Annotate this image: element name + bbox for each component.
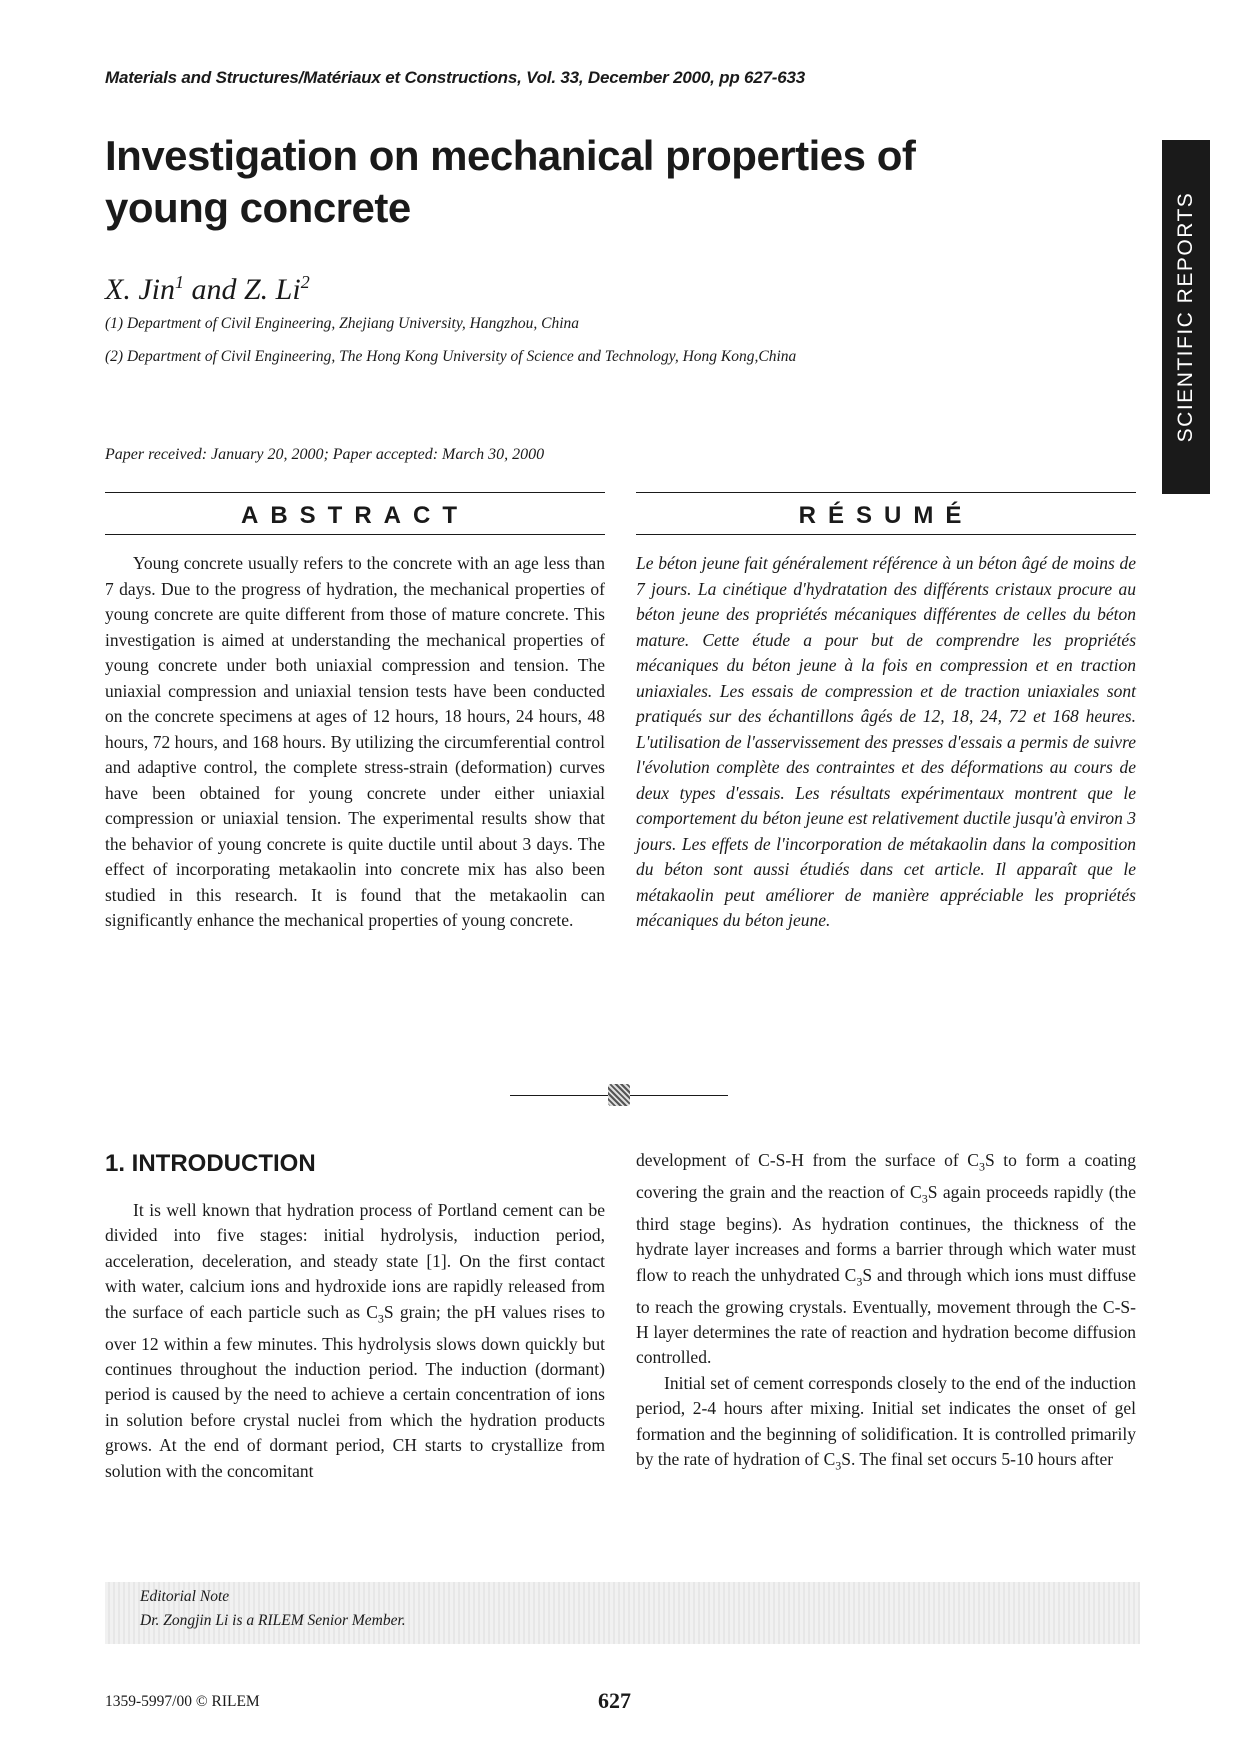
received-dates: Paper received: January 20, 2000; Paper accepted: March 30, 2000 [105,446,545,463]
authors-conjunction: and [183,273,244,306]
divider-left-line [510,1095,608,1096]
page-number: 627 [598,1688,631,1713]
intro-paragraph-1: It is well known that hydration process of Portland cement can be divided into five stages: initial hydrolysis, induction period, acceleration, deceleration, and steady state [1]. On the first contact with water, calcium ions and hydroxide ions are rapidly released from the surface of each particle such as $C_3S$ grain; the pH values rises to over 12 within a few minutes. This hydrolysis slows down quickly but continues throughout the induction period. The induction (dormant) period is caused by the need to achieve a certain concentration of ions in solution before crystal nuclei from which the hydration products grows. At the end of dormant period, CH starts to crystallize from solution with the concomitant [105,1200,606,1481]
intro-right-column [636,1148,1136,1479]
author-2-name: Z. Li [243,273,301,306]
footer-issn: 1359-5997/00 © RILEM [105,1693,260,1710]
divider-right-line [630,1095,728,1096]
intro-left-column [105,1198,605,1484]
intro-paragraph-1-cont: development of C-S-H from the surface of $C_3S$ to form a coating covering the grain and the reaction of $C_3S$ again proceeds rapidly (the third stage begins). As hydration continues, the thickness of the hydrate layer increases and forms a barrier through which water must flow to reach the unhydrated $C_3S$ and through which ions must diffuse to reach the growing crystals. Eventually, movement through the C-S-H layer determines the rate of reaction and hydration become diffusion controlled. [636,1150,1136,1368]
abstract-text: Young concrete usually refers to the concrete with an age less than 7 days. Due to the progress of hydration, the mechanical properties of young concrete are quite different from those of mature concrete. This investigation is aimed at understanding the mechanical properties of young concrete under both uniaxial compression and tension. The uniaxial compression and uniaxial tension tests have been conducted on the concrete specimens at ages of 12 hours, 18 hours, 24 hours, 48 hours, 72 hours, and 168 hours. By utilizing the circumferential control and adaptive control, the complete stress-strain (deformation) curves have been obtained for young concrete under either uniaxial compression or uniaxial tension. The experimental results show that the behavior of young concrete is quite ductile until about 3 days. The effect of incorporating metakaolin into concrete mix has also been studied in this research. It is found that the metakaolin can significantly enhance the mechanical properties of young concrete. [105,553,605,930]
affiliation-2: (2) Department of Civil Engineering, The Hong Kong University of Science and Technology, Hong Kong,China [105,348,797,365]
section-side-tab [1162,140,1210,494]
editorial-note-text: Dr. Zongjin Li is a RILEM Senior Member. [140,1612,406,1629]
intro-paragraph-2: Initial set of cement corresponds closely to the end of the induction period, 2-4 hours after mixing. Initial set indicates the onset of gel formation and the beginning of solidification. It is controlled primarily by the rate of hydration of $C_3S$. The final set occurs 5-10 hours after [636,1372,1136,1473]
journal-citation: Materials and Structures/Matériaux et Constructions, Vol. 33, December 2000, pp 627-633 [105,68,806,87]
resume-bottom-rule [636,534,1136,535]
resume-text: Le béton jeune fait généralement référence à un béton âgé de moins de 7 jours. La cinétique d'hydratation des différents cristaux procure au béton jeune des propriétés mécaniques différentes de celles du béton mature. Cette étude a pour but de comprendre les propriétés mécaniques du béton jeune à la fois en compression et en traction uniaxiales. Les essais de compression et de traction uniaxiales sont pratiqués sur des échantillons âgés de 12, 18, 24, 72 et 168 heures. L'utilisation de l'asservissement des presses d'essais a permis de suivre l'évolution complète des contraintes et des déformations au cours de deux types d'essais. Les résultats expérimentaux montrent que le comportement du béton jeune est relativement ductile jusqu'à environ 3 jours. Les effets de l'incorporation de métakaolin dans la composition du béton sont aussi étudiés dans cet article. Il apparaît que le métakaolin peut améliorer de manière appréciable les propriétés mécaniques du béton jeune. [636,553,1136,930]
abstract-bottom-rule [105,534,605,535]
author-list [105,272,310,307]
editorial-note-label: Editorial Note [140,1588,230,1605]
divider-ornament [608,1084,630,1106]
resume-heading: RÉSUMÉ [798,502,974,529]
author-2-affil-mark: 2 [300,272,310,292]
author-1-name: X. Jin [105,273,175,306]
introduction-heading: 1. INTRODUCTION [105,1150,316,1177]
paper-title: Investigation on mechanical properties of young concrete [105,132,916,231]
resume-top-rule [636,492,1136,493]
side-tab-label: SCIENTIFIC REPORTS [1174,191,1197,443]
abstract-top-rule [105,492,605,493]
abstract-heading: ABSTRACT [241,502,469,529]
author-1-affil-mark: 1 [174,272,184,292]
affiliation-1: (1) Department of Civil Engineering, Zhejiang University, Hangzhou, China [105,315,579,332]
